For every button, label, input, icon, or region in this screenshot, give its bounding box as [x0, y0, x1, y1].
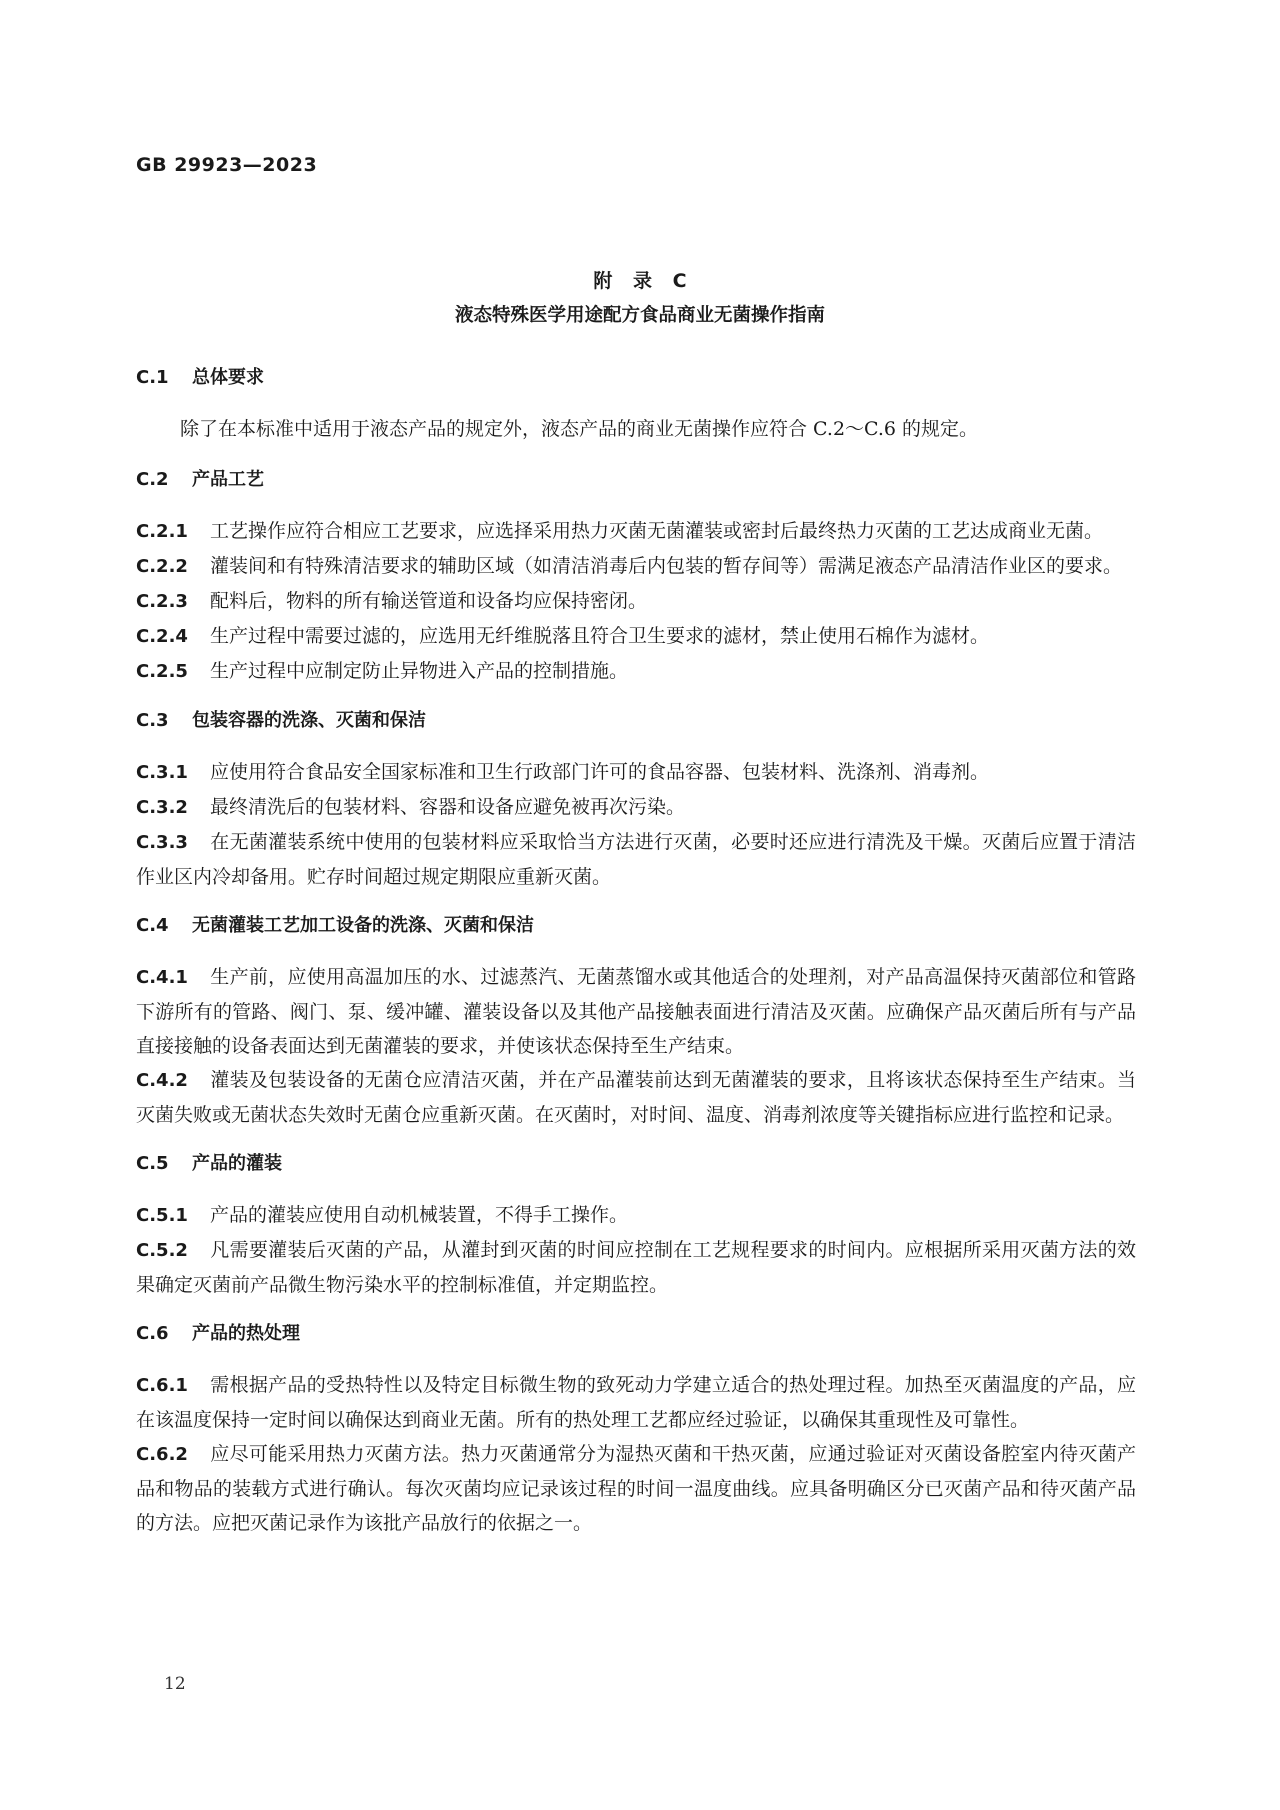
document-body [136, 361, 1136, 1555]
clause [136, 584, 1136, 619]
clause-number: C.2.2 [136, 556, 188, 577]
section-heading [136, 704, 1136, 738]
section-c5 [136, 1147, 1136, 1302]
page-number: 12 [164, 1674, 186, 1694]
clause-number: C.4.2 [136, 1070, 188, 1091]
clause-number: C.2.4 [136, 626, 188, 647]
section-heading [136, 361, 1136, 395]
clause [136, 549, 1136, 584]
clause-number: C.3.2 [136, 797, 188, 818]
clause-text: 生产前，应使用高温加压的水、过滤蒸汽、无菌蒸馏水或其他适合的处理剂，对产品高温保持灭菌部位和管路下游所有的管路、阀门、泵、缓冲罐、灌装设备以及其他产品接触表面进行清洁及灭菌。应确保产品灭菌后所有与产品直接接触的设备表面达到无菌灌装的要求，并使该状态保持至生产结束。 [136, 966, 1136, 1057]
appendix-label: 附 录 C [593, 270, 687, 292]
clause-text: 灌装及包装设备的无菌仓应清洁灭菌，并在产品灌装前达到无菌灌装的要求，且将该状态保持至生产结束。当灭菌失败或无菌状态失效时无菌仓应重新灭菌。在灭菌时，对时间、温度、消毒剂浓度等关键指标应进行监控和记录。 [136, 1069, 1136, 1126]
clause-text: 凡需要灌装后灭菌的产品，从灌封到灭菌的时间应控制在工艺规程要求的时间内。应根据所采用灭菌方法的效果确定灭菌前产品微生物污染水平的控制标准值，并定期监控。 [136, 1239, 1136, 1296]
section-c3 [136, 704, 1136, 894]
section-number: C.3 [136, 710, 169, 731]
clause [136, 514, 1136, 549]
clause-number: C.3.1 [136, 762, 188, 783]
clause [136, 1198, 1136, 1233]
section-c6 [136, 1317, 1136, 1540]
clause [136, 1368, 1136, 1437]
section-intro: 除了在本标准中适用于液态产品的规定外，液态产品的商业无菌操作应符合 C.2～C.6 的规定。 [180, 418, 979, 440]
clause-text: 生产过程中需要过滤的，应选用无纤维脱落且符合卫生要求的滤材，禁止使用石棉作为滤材。 [210, 625, 990, 647]
clause-number: C.6.1 [136, 1375, 188, 1396]
clause [136, 1437, 1136, 1540]
section-c1 [136, 361, 1136, 446]
section-number: C.1 [136, 367, 169, 388]
section-heading [136, 1317, 1136, 1351]
section-number: C.4 [136, 915, 169, 936]
section-heading [136, 1147, 1136, 1181]
clause-text: 工艺操作应符合相应工艺要求，应选择采用热力灭菌无菌灌装或密封后最终热力灭菌的工艺达成商业无菌。 [210, 520, 1104, 542]
section-heading [136, 909, 1136, 943]
section-heading [136, 463, 1136, 497]
clause-text: 生产过程中应制定防止异物进入产品的控制措施。 [210, 660, 629, 682]
section-number: C.2 [136, 469, 169, 490]
standard-code: GB 29923—2023 [136, 154, 318, 176]
clause-number: C.5.2 [136, 1240, 188, 1261]
clause-text: 应尽可能采用热力灭菌方法。热力灭菌通常分为湿热灭菌和干热灭菌，应通过验证对灭菌设备腔室内待灭菌产品和物品的装载方式进行确认。每次灭菌均应记录该过程的时间一温度曲线。应具备明确区分已灭菌产品和待灭菌产品的方法。应把灭菌记录作为该批产品放行的依据之一。 [136, 1443, 1136, 1534]
clause-text: 最终清洗后的包装材料、容器和设备应避免被再次污染。 [210, 796, 686, 818]
section-c2 [136, 463, 1136, 689]
clause [136, 654, 1136, 689]
clause-text: 在无菌灌装系统中使用的包装材料应采取恰当方法进行灭菌，必要时还应进行清洗及干燥。灭菌后应置于清洁作业区内冷却备用。贮存时间超过规定期限应重新灭菌。 [136, 831, 1136, 888]
clause [136, 1233, 1136, 1302]
section-c4 [136, 909, 1136, 1132]
clause-number: C.2.1 [136, 521, 188, 542]
clause-number: C.4.1 [136, 967, 188, 988]
clause-number: C.2.3 [136, 591, 188, 612]
clause-text: 灌装间和有特殊清洁要求的辅助区域（如清洁消毒后内包装的暂存间等）需满足液态产品清洁作业区的要求。 [210, 555, 1123, 577]
clause-number: C.6.2 [136, 1444, 188, 1465]
section-title: 总体要求 [192, 367, 264, 388]
clause [136, 825, 1136, 894]
clause [136, 619, 1136, 654]
clause-number: C.5.1 [136, 1205, 188, 1226]
clause [136, 960, 1136, 1063]
section-title: 包装容器的洗涤、灭菌和保洁 [192, 710, 426, 731]
clause-text: 产品的灌装应使用自动机械装置，不得手工操作。 [210, 1204, 629, 1226]
clause [136, 755, 1136, 790]
clause [136, 1063, 1136, 1132]
clause-number: C.3.3 [136, 832, 188, 853]
clause-text: 需根据产品的受热特性以及特定目标微生物的致死动力学建立适合的热处理过程。加热至灭菌温度的产品，应在该温度保持一定时间以确保达到商业无菌。所有的热处理工艺都应经过验证，以确保其重现性及可靠性。 [136, 1374, 1136, 1431]
section-number: C.5 [136, 1153, 169, 1174]
clause-text: 应使用符合食品安全国家标准和卫生行政部门许可的食品容器、包装材料、洗涤剂、消毒剂。 [210, 761, 990, 783]
clause-text: 配料后，物料的所有输送管道和设备均应保持密闭。 [210, 590, 648, 612]
section-title: 无菌灌装工艺加工设备的洗涤、灭菌和保洁 [192, 915, 534, 936]
section-number: C.6 [136, 1323, 169, 1344]
appendix-title: 液态特殊医学用途配方食品商业无菌操作指南 [454, 305, 825, 326]
section-title: 产品工艺 [192, 469, 264, 490]
section-title: 产品的灌装 [192, 1153, 282, 1174]
section-title: 产品的热处理 [192, 1323, 300, 1344]
clause-number: C.2.5 [136, 661, 188, 682]
clause [136, 790, 1136, 825]
